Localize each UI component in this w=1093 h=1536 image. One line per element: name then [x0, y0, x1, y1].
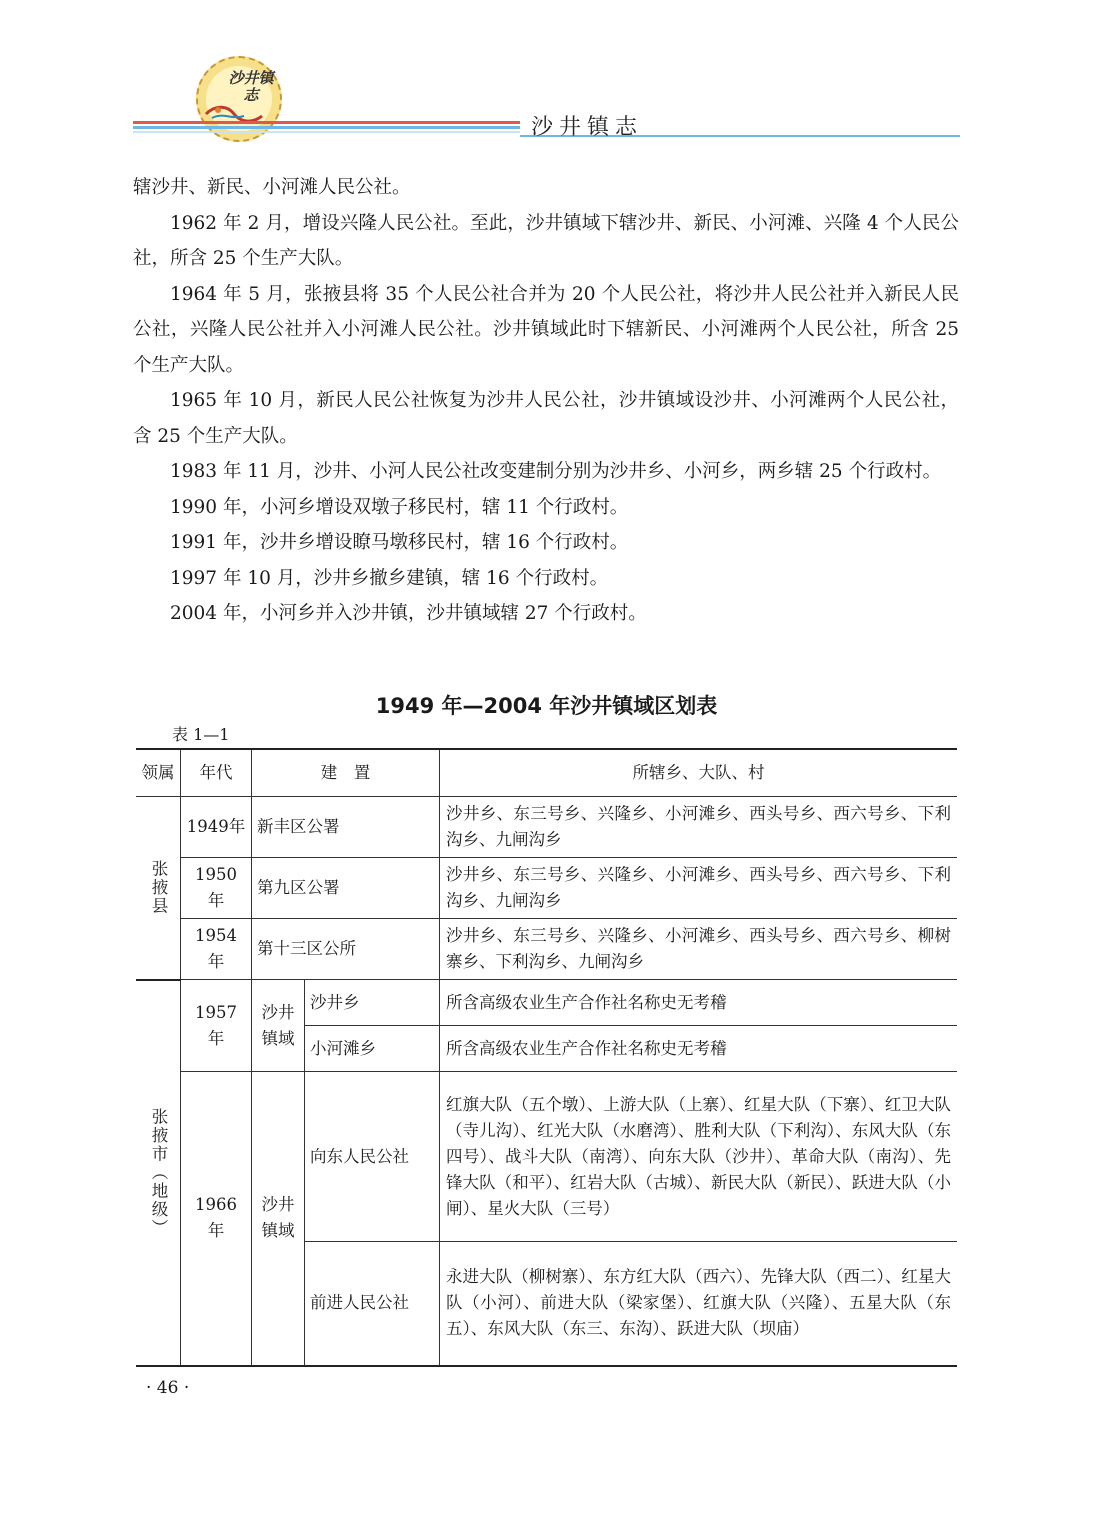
year-cell: 1950 年: [181, 858, 252, 919]
year-cell: 1957 年: [181, 980, 252, 1072]
page-header: [0, 0, 1093, 150]
list-cell: 红旗大队（五个墩）、上游大队（上寨）、红星大队（下寨）、红卫大队（寺儿沟）、红光大队（水磨湾）、胜利大队（下利沟）、东风大队（东四号）、战斗大队（南湾）、向东大队（沙井）、革命大队（南沟）、先锋大队（和平）、红岩大队（古城）、新民大队（新民）、跃进大队（小闸）、星火大队（三号）: [440, 1072, 958, 1242]
table-row: [136, 797, 957, 858]
jianzhi-cell: 第十三区公所: [252, 919, 440, 980]
name-cell: 前进人民公社: [305, 1242, 440, 1366]
table-header-row: [136, 749, 957, 797]
list-cell: 沙井乡、东三号乡、兴隆乡、小河滩乡、西头号乡、西六号乡、柳树寨乡、下利沟乡、九闸沟乡: [440, 919, 958, 980]
ling-text: 张掖市（地级）: [149, 1107, 168, 1238]
header-rule-red: [133, 121, 520, 124]
table-row: [136, 858, 957, 919]
year-cell: 1949年: [181, 797, 252, 858]
paragraph: 1983 年 11 月，沙井、小河人民公社改变建制分别为沙井乡、小河乡，两乡辖 25 个行政村。: [170, 461, 942, 482]
name-cell: 沙井乡: [305, 980, 440, 1026]
body-text: [133, 170, 959, 632]
header-cell: 年代: [181, 749, 252, 797]
list-cell: 永进大队（柳树寨）、东方红大队（西六）、先锋大队（西二）、红星大队（小河）、前进大队（梁家堡）、红旗大队（兴隆）、五星大队（东五）、东风大队（东三、东沟）、跃进大队（坝庙）: [440, 1242, 958, 1366]
header-cell: 所辖乡、大队、村: [440, 749, 958, 797]
jianzhi-cell: 新丰区公署: [252, 797, 440, 858]
paragraph: 1997 年 10 月，沙井乡撤乡建镇，辖 16 个行政村。: [170, 567, 609, 589]
table-row: [136, 1072, 957, 1242]
book-title: 沙井镇志: [531, 115, 644, 140]
list-cell: 沙井乡、东三号乡、兴隆乡、小河滩乡、西头号乡、西六号乡、下利沟乡、九闸沟乡: [440, 797, 958, 858]
header-cell: 建 置: [252, 749, 440, 797]
table-title: 1949 年—2004 年沙井镇域区划表: [375, 694, 718, 718]
paragraph: 1990 年，小河乡增设双墩子移民村，辖 11 个行政村。: [170, 496, 629, 518]
paragraph: 1991 年，沙井乡增设瞭马墩移民村，辖 16 个行政村。: [170, 532, 629, 553]
list-cell: 所含高级农业生产合作社名称史无考稽: [440, 980, 958, 1026]
page-number: · 46 ·: [146, 1378, 190, 1398]
paragraph: 2004 年，小河乡并入沙井镇，沙井镇域辖 27 个行政村。: [170, 603, 647, 624]
table-number: 表 1—1: [172, 725, 230, 744]
list-cell: 所含高级农业生产合作社名称史无考稽: [440, 1026, 958, 1072]
paragraph: 1965 年 10 月，新民人民公社恢复为沙井人民公社，沙井镇域设沙井、小河滩两个人民公社，含 25 个生产大队。: [133, 390, 959, 447]
logo-text: 沙井镇志: [228, 69, 274, 104]
ling-text: 张掖县: [149, 860, 168, 916]
division-table: [136, 748, 957, 1367]
header-rule-light: [133, 131, 520, 133]
table-row: [136, 919, 957, 980]
jianzhi-cell: 第九区公署: [252, 858, 440, 919]
ling-cell: [136, 797, 181, 980]
table-row: [136, 980, 957, 1026]
paragraph: 1962 年 2 月，增设兴隆人民公社。至此，沙井镇域下辖沙井、新民、小河滩、兴隆 4 个人民公社，所含 25 个生产大队。: [133, 212, 959, 269]
paragraph: 辖沙井、新民、小河滩人民公社。: [133, 177, 411, 198]
header-rule-blue: [133, 126, 520, 129]
sub-cell: 沙井镇域: [252, 1072, 305, 1366]
list-cell: 沙井乡、东三号乡、兴隆乡、小河滩乡、西头号乡、西六号乡、下利沟乡、九闸沟乡: [440, 858, 958, 919]
year-cell: 1954 年: [181, 919, 252, 980]
name-cell: 小河滩乡: [305, 1026, 440, 1072]
book-logo: [196, 56, 282, 142]
year-cell: 1966 年: [181, 1072, 252, 1366]
sub-cell: 沙井镇域: [252, 980, 305, 1072]
paragraph: 1964 年 5 月，张掖县将 35 个人民公社合并为 20 个人民公社，将沙井人民公社并入新民人民公社，兴隆人民公社并入小河滩人民公社。沙井镇域此时下辖新民、小河滩两个人民公社，所含 25 个生产大队。: [133, 283, 959, 376]
header-cell: 领属: [136, 749, 181, 797]
name-cell: 向东人民公社: [305, 1072, 440, 1242]
ling-cell: [136, 980, 181, 1366]
